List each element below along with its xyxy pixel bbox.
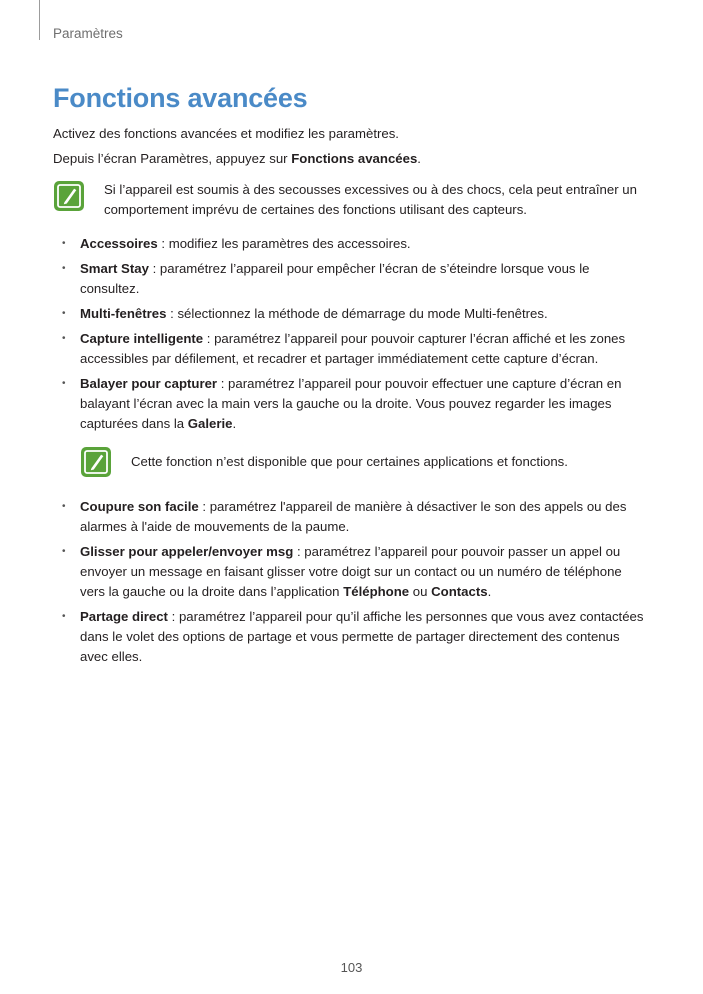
list-item: • Balayer pour capturer : paramétrez l’appareil pour pouvoir effectuer une capture d’écran en balayant l’écran avec la main vers la gauche ou la droite. Vous pouvez regarder les images capturées dans la Galerie.: [80, 374, 645, 434]
list-item: • Multi-fenêtres : sélectionnez la méthode de démarrage du mode Multi-fenêtres.: [80, 304, 645, 324]
intro-instruction: Depuis l’écran Paramètres, appuyez sur Fonctions avancées.: [53, 151, 421, 166]
list-item: • Capture intelligente : paramétrez l’appareil pour pouvoir capturer l’écran affiché et les zones accessibles par défilement, et recadrer et partager immédiatement cette capture d’écran.: [80, 329, 645, 369]
list-item: • Smart Stay : paramétrez l’appareil pour empêcher l’écran de s’éteindre lorsque vous le consultez.: [80, 259, 645, 299]
note-pencil-icon: [80, 446, 112, 478]
list-item: • Glisser pour appeler/envoyer msg : paramétrez l’appareil pour pouvoir passer un appel ou envoyer un message en faisant glisser votre doigt sur un contact ou un numéro de téléphone vers la gauche ou la droite dans l’application Téléphone ou Contacts.: [80, 542, 645, 602]
note-pencil-icon: [53, 180, 85, 212]
note-box: [80, 446, 650, 478]
note-box: [53, 180, 653, 220]
page-number: 103: [340, 960, 363, 975]
list-item: • Coupure son facile : paramétrez l'appareil de manière à désactiver le son des appels ou des alarmes à l'aide de mouvements de la paume.: [80, 497, 645, 537]
note-text: Si l’appareil est soumis à des secousses excessives ou à des chocs, cela peut entraîner un comportement imprévu de certaines des fonctions utilisant des capteurs.: [104, 182, 637, 217]
intro-text: Activez des fonctions avancées et modifiez les paramètres.: [53, 126, 399, 141]
page-title: Fonctions avancées: [53, 83, 308, 113]
list-item: • Partage direct : paramétrez l’appareil pour qu’il affiche les personnes que vous avez contactées dans le volet des options de partage et vous permette de partager directement des contenus avec elles.: [80, 607, 645, 667]
margin-rule: [39, 0, 40, 40]
running-header: Paramètres: [53, 26, 123, 41]
list-item: • Accessoires : modifiez les paramètres des accessoires.: [80, 234, 645, 254]
menu-path: Fonctions avancées: [291, 151, 418, 166]
note-text: Cette fonction n’est disponible que pour certaines applications et fonctions.: [131, 454, 568, 469]
